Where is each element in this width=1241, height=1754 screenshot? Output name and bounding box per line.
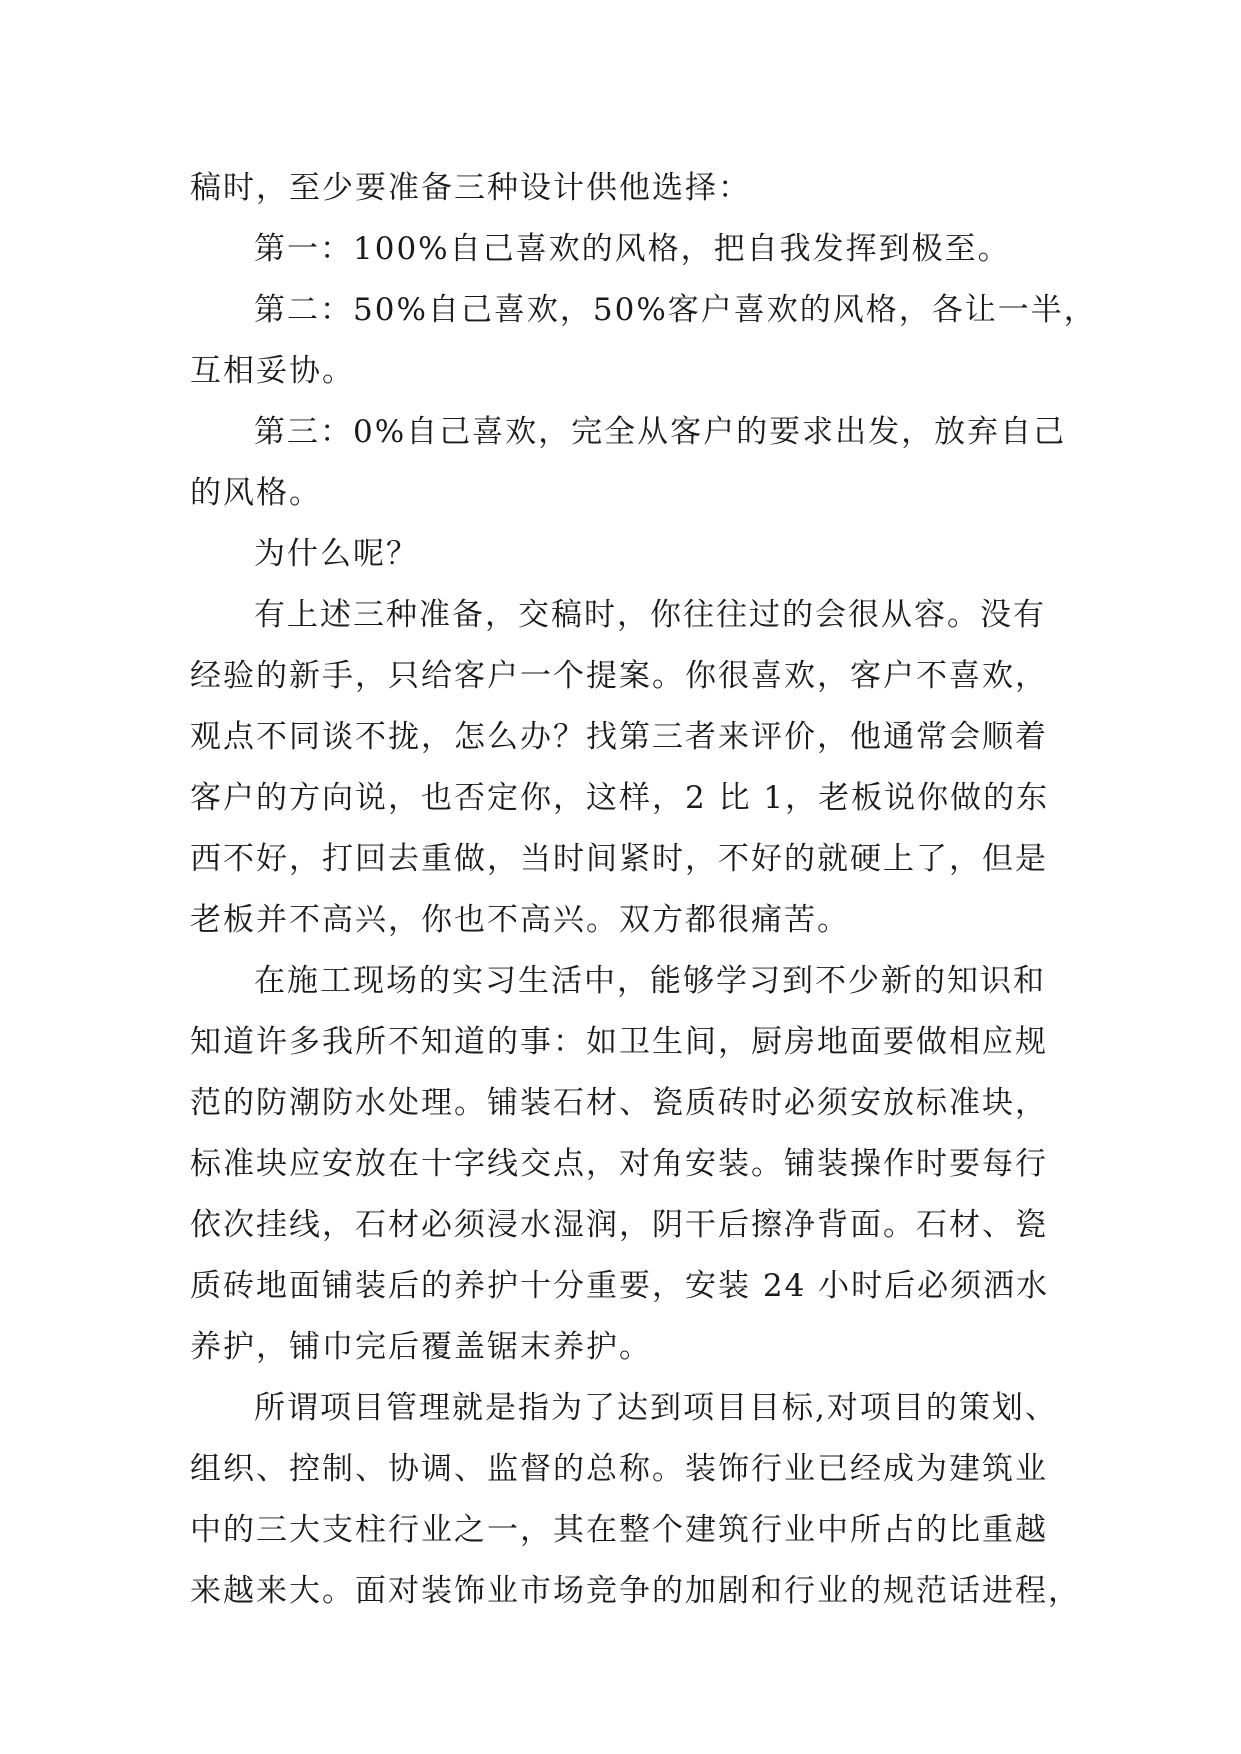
text-line: 经验的新手，只给客户一个提案。你很喜欢，客户不喜欢， [190,658,1048,694]
text-line: 西不好，打回去重做，当时间紧时，不好的就硬上了，但是 [190,841,1048,877]
text-line: 质砖地面铺装后的养护十分重要，安装 24 小时后必须洒水 [190,1268,1050,1304]
text-line: 互相妥协。 [190,353,355,389]
text-line: 有上述三种准备，交稿时，你往往过的会很从容。没有 [254,597,1046,633]
text-line: 第二：50%自己喜欢，50%客户喜欢的风格，各让一半， [254,292,1097,328]
text-line: 养护，铺巾完后覆盖锯末养护。 [190,1329,652,1365]
text-line: 依次挂线，石材必须浸水湿润，阴干后擦净背面。石材、瓷 [190,1207,1048,1243]
text-line: 来越来大。面对装饰业市场竞争的加剧和行业的规范话进程， [190,1573,1081,1609]
text-line: 老板并不高兴，你也不高兴。双方都很痛苦。 [190,902,850,938]
text-line: 第一：100%自己喜欢的风格，把自我发挥到极至。 [254,231,1011,267]
text-line: 在施工现场的实习生活中，能够学习到不少新的知识和 [254,963,1046,999]
text-line: 的风格。 [190,475,322,511]
text-line: 稿时，至少要准备三种设计供他选择： [190,170,751,206]
text-line: 观点不同谈不拢，怎么办？找第三者来评价，他通常会顺着 [190,719,1048,755]
text-line: 标准块应安放在十字线交点，对角安装。铺装操作时要每行 [190,1146,1048,1182]
text-line: 知道许多我所不知道的事：如卫生间，厨房地面要做相应规 [190,1024,1048,1060]
text-line: 第三：0%自己喜欢，完全从客户的要求出发，放弃自己 [254,414,1067,450]
document-body [190,158,1097,1622]
text-line: 为什么呢？ [254,536,419,572]
text-line: 范的防潮防水处理。铺装石材、瓷质砖时必须安放标准块， [190,1085,1048,1121]
text-line: 客户的方向说，也否定你，这样，2 比 1，老板说你做的东 [190,780,1050,816]
text-line: 所谓项目管理就是指为了达到项目目标,对项目的策划、 [254,1390,1058,1426]
text-line: 中的三大支柱行业之一，其在整个建筑行业中所占的比重越 [190,1512,1048,1548]
text-line: 组织、控制、协调、监督的总称。装饰行业已经成为建筑业 [190,1451,1048,1487]
